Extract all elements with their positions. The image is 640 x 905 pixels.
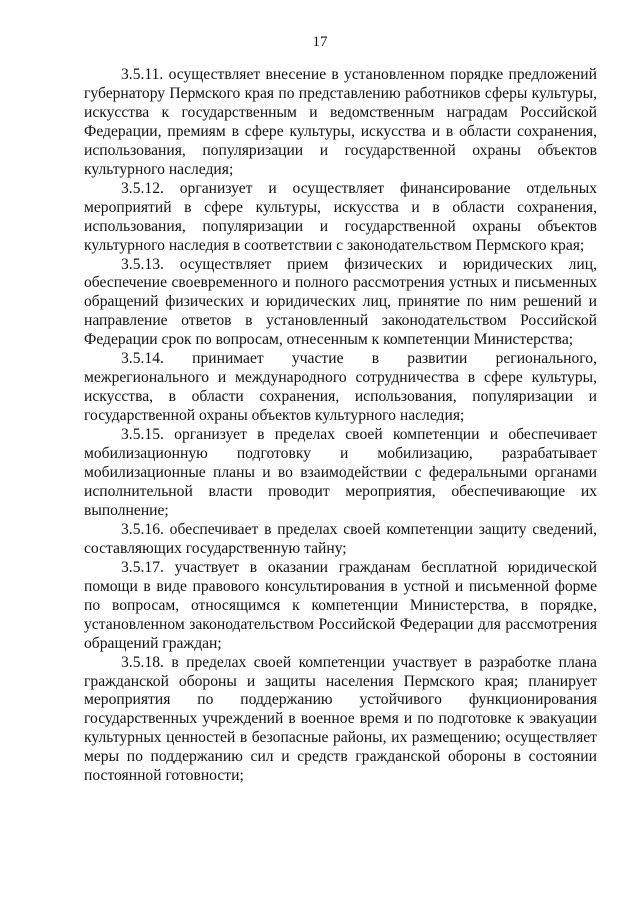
paragraph-3-5-18 [84,654,597,787]
paragraph-3-5-15 [84,426,597,521]
clause-text: осуществляет прием физических и юридических лиц, обеспечение своевременного и полного рассмотрения устных и письменных обращений физических и юридических лиц, принятие по ним решений и направление ответов в установленный законодательством Российской Федерации срок по вопросам, отнесенным к компетенции Министерства; [84,255,597,349]
clause-text: организует и осуществляет финансирование отдельных мероприятий в сфере культуры, искусства и в области сохранения, использования, популяризации и государственной охраны объектов культурного наследия в соответствии с законодательством Пермского края; [84,179,597,254]
clause-number: 3.5.14. [121,350,164,368]
clause-number: 3.5.15. [121,426,164,444]
clause-text: в пределах своей компетенции участвует в разработке плана гражданской обороны и защиты населения Пермского края; планирует мероприятия по поддержанию устойчивого функционирования государственных учреждений в военное время и по подготовке к эвакуации культурных ценностей в безопасные районы, их размещению; осуществляет меры по поддержанию сил и средств гражданской обороны в состоянии постоянной готовности; [84,653,597,785]
clause-number: 3.5.18. [121,653,164,671]
clause-text: участвует в оказании гражданам бесплатной юридической помощи в виде правового консультирования в устной и письменной форме по вопросам, относящимся к компетенции Министерства, в порядке, установленном законодательством Российской Федерации для рассмотрения обращений граждан; [84,558,597,652]
paragraph-3-5-12 [84,180,597,256]
paragraph-3-5-17 [84,559,597,654]
clause-number: 3.5.17. [121,558,164,576]
clause-number: 3.5.12. [121,179,164,197]
clause-text: осуществляет внесение в установленном порядке предложений губернатору Пермского края по представлению работников сферы культуры, искусства к государственным и ведомственным наградам Российской Федерации, премиям в сфере культуры, искусства и в области сохранения, использования, популяризации и государственной охраны объектов культурного наследия; [84,66,597,178]
page-number: 17 [312,34,328,50]
clause-number: 3.5.16. [121,520,164,538]
clause-text: организует в пределах своей компетенции и обеспечивает мобилизационную подготовку и мобилизацию, разрабатывает мобилизационные планы и во взаимодействии с федеральными органами исполнительной власти проводит мероприятия, обеспечивающие их выполнение; [84,426,597,519]
document-body [84,66,597,786]
paragraph-3-5-16 [84,521,597,559]
clause-number: 3.5.11. [121,66,164,83]
clause-text: принимает участие в развитии регионального, межрегионального и международного сотрудничества в сфере культуры, искусства, в области сохранения, использования, популяризации и государственной охраны объектов культурного наследия; [84,350,597,425]
paragraph-3-5-11 [84,66,597,180]
paragraph-3-5-13 [84,256,597,351]
paragraph-3-5-14 [84,350,597,426]
clause-number: 3.5.13. [121,255,164,273]
clause-text: обеспечивает в пределах своей компетенции защиту сведений, составляющих государственную тайну; [84,520,597,557]
